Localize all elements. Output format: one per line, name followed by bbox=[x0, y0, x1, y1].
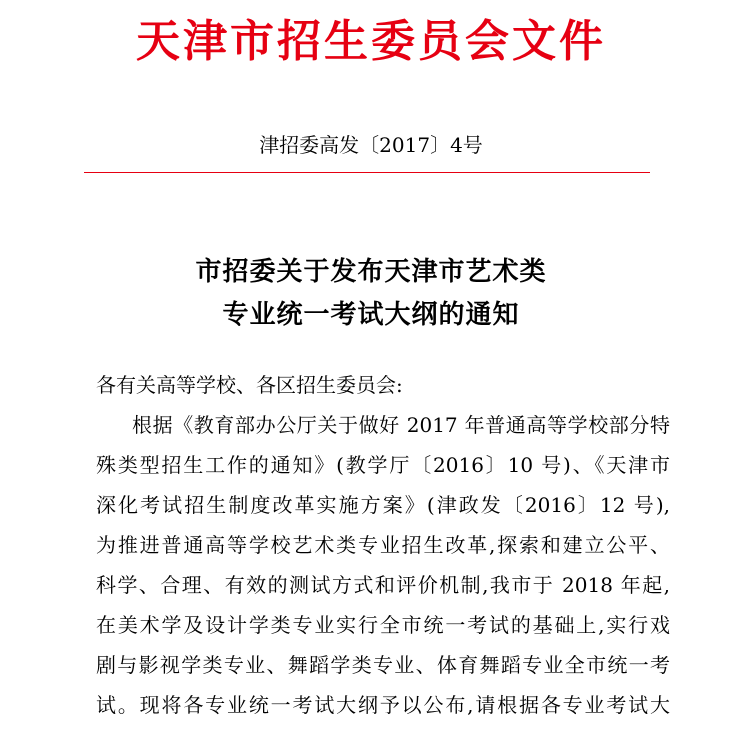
notice-title-line-1: 市招委关于发布天津市艺术类 bbox=[195, 257, 547, 287]
document-number: 津招委高发〔2017〕4号 bbox=[259, 133, 483, 157]
body-line: 科学、合理、有效的测试方式和评价机制,我市于 2018 年起, bbox=[96, 573, 670, 597]
salutation: 各有关高等学校、各区招生委员会: bbox=[96, 373, 403, 397]
body-line: 剧与影视学类专业、舞蹈学类专业、体育舞蹈专业全市统一考 bbox=[96, 653, 670, 677]
body-line: 根据《教育部办公厅关于做好 2017 年普通高等学校部分特 bbox=[132, 413, 670, 437]
red-divider-line bbox=[84, 172, 650, 173]
agency-red-header: 天津市招生委员会文件 bbox=[136, 16, 606, 67]
body-line: 在美术学及设计学类专业实行全市统一考试的基础上,实行戏 bbox=[96, 613, 670, 637]
body-line: 为推进普通高等学校艺术类专业招生改革,探索和建立公平、 bbox=[96, 533, 670, 557]
body-line: 深化考试招生制度改革实施方案》(津政发〔2016〕12 号), bbox=[96, 493, 670, 517]
body-line: 殊类型招生工作的通知》(教学厅〔2016〕10 号)、《天津市 bbox=[96, 453, 670, 477]
notice-title-line-2: 专业统一考试大纲的通知 bbox=[222, 300, 520, 330]
body-line: 试。现将各专业统一考试大纲予以公布,请根据各专业考试大 bbox=[96, 693, 670, 717]
